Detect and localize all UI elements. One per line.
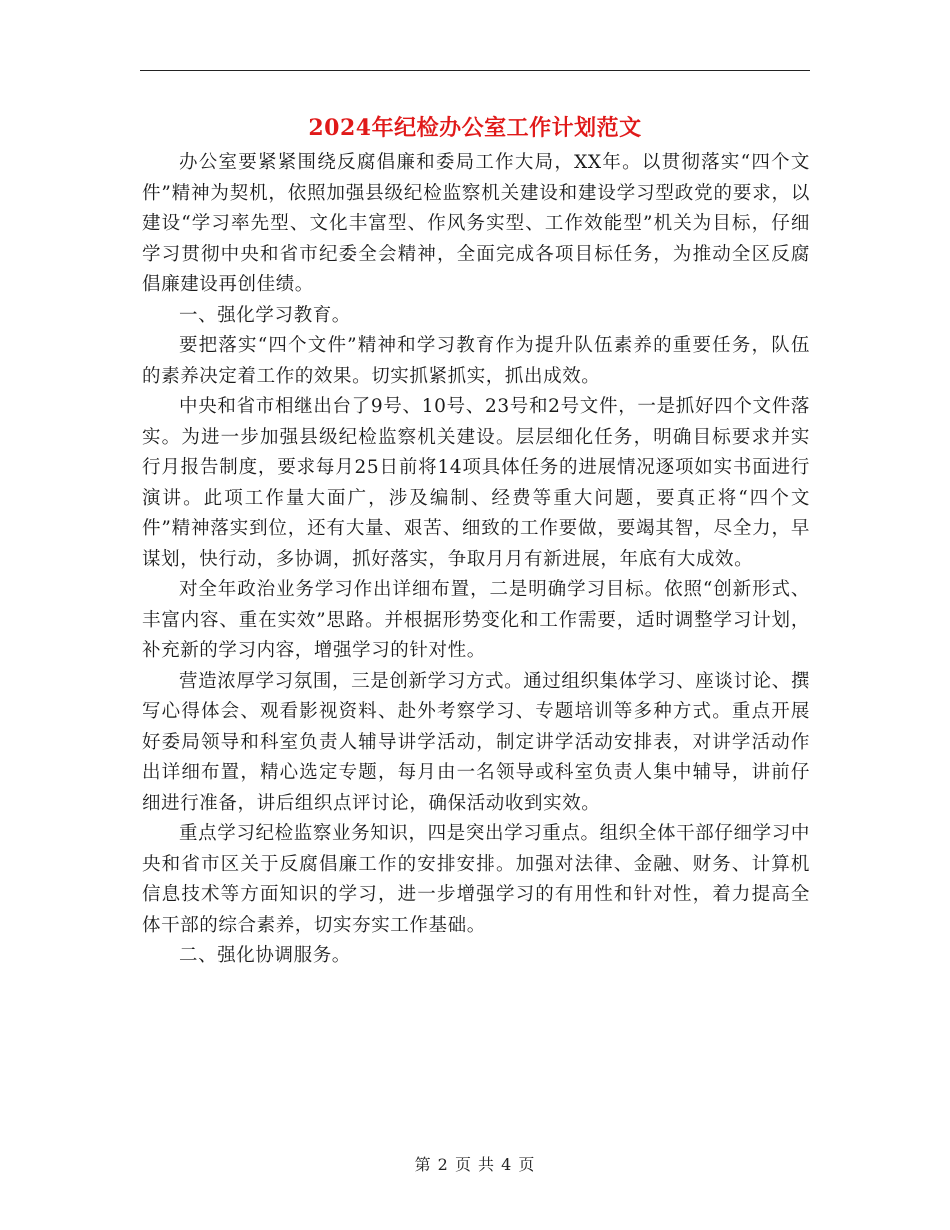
paragraph: 营造浓厚学习氛围，三是创新学习方式。通过组织集体学习、座谈讨论、撰写心得体会、观看影视资料、赴外考察学习、专题培训等多种方式。重点开展好委局领导和科室负责人辅导讲学活动，制定讲学活动安排表，对讲学活动作出详细布置，精心选定专题，每月由一名领导或科室负责人集中辅导，讲前仔细进行准备，讲后组织点评讨论，确保活动收到实效。 — [142, 670, 810, 814]
section-heading-1: 一、强化学习教育。 — [179, 304, 351, 326]
paragraph: 中央和省市相继出台了9号、10号、23号和2号文件，一是抓好四个文件落实。为进一步加强县级纪检监察机关建设。层层细化任务，明确目标要求并实行月报告制度，要求每月25日前将14项具体任务的进展情况逐项如实书面进行演讲。此项工作量大面广，涉及编制、经费等重大问题，要真正将“四个文件”精神落实到位，还有大量、艰苦、细致的工作要做，要竭其智，尽全力，早谋划，快行动，多协调，抓好落实，争取月月有新进展，年底有大成效。 — [142, 396, 810, 570]
section-heading-2: 二、强化协调服务。 — [179, 945, 351, 966]
page-number-label: 第 2 页 共 4 页 — [414, 1155, 536, 1174]
page-footer — [0, 1152, 950, 1175]
paragraph: 重点学习纪检监察业务知识，四是突出学习重点。组织全体干部仔细学习中央和省市区关于反腐倡廉工作的安排安排。加强对法律、金融、财务、计算机信息技术等方面知识的学习，进一步增强学习的有用性和针对性，着力提高全体干部的综合素养，切实夯实工作基础。 — [142, 823, 810, 936]
document-body — [142, 148, 810, 972]
paragraph: 对全年政治业务学习作出详细布置，二是明确学习目标。依照“创新形式、丰富内容、重在实效”思路。并根据形势变化和工作需要，适时调整学习计划，补充新的学习内容，增强学习的针对性。 — [142, 579, 810, 661]
paragraph-intro: 办公室要紧紧围绕反腐倡廉和委局工作大局，XX年。以贯彻落实“四个文件”精神为契机，依照加强县级纪检监察机关建设和建设学习型政党的要求，以建设“学习率先型、文化丰富型、作风务实型、工作效能型”机关为目标，仔细学习贯彻中央和省市纪委全会精神，全面完成各项目标任务，为推动全区反腐倡廉建设再创佳绩。 — [142, 152, 810, 295]
document-title: 2024年纪检办公室工作计划范文 — [308, 115, 642, 141]
paragraph: 要把落实“四个文件”精神和学习教育作为提升队伍素养的重要任务，队伍的素养决定着工作的效果。切实抓紧抓实，抓出成效。 — [142, 335, 810, 387]
header-divider — [140, 70, 810, 71]
